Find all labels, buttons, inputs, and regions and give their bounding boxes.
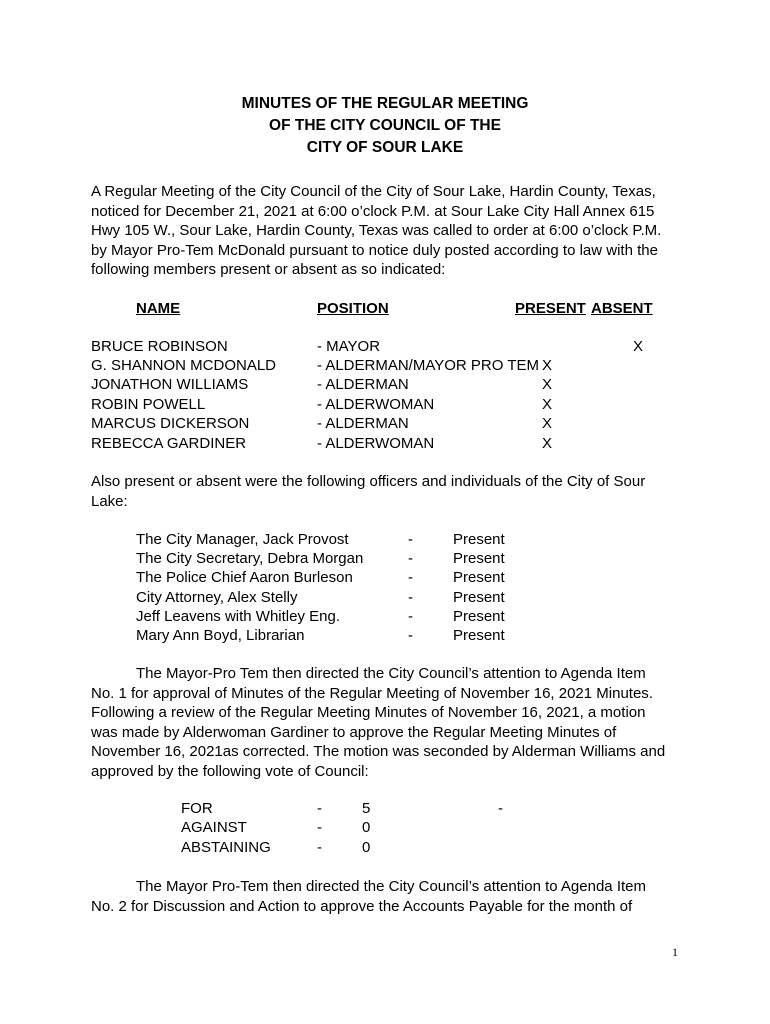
agenda-item-1-paragraph (91, 664, 691, 781)
paragraph-line: following members present or absent as so indicated: (91, 261, 446, 278)
member-position: - ALDERWOMAN (317, 435, 435, 452)
paragraph-line: Following a review of the Regular Meeting Minutes of November 16, 2021, a motion (91, 704, 646, 721)
member-position: - MAYOR (317, 338, 381, 355)
member-present: X (542, 357, 553, 374)
officer-status: Present (453, 550, 505, 567)
officer-status: Present (453, 569, 505, 586)
member-name: REBECCA GARDINER (91, 435, 247, 452)
officer-status: Present (453, 531, 505, 548)
vote-dash: - (317, 839, 322, 856)
vote-label: FOR (181, 800, 213, 817)
document-title (0, 93, 770, 159)
column-header-name: NAME (136, 300, 181, 317)
member-name: G. SHANNON MCDONALD (91, 357, 277, 374)
member-absent: X (633, 338, 644, 355)
member-name: MARCUS DICKERSON (91, 415, 250, 432)
officer-name: The City Secretary, Debra Morgan (136, 550, 364, 567)
vote-count: 5 (362, 800, 371, 817)
officer-dash: - (408, 569, 413, 586)
vote-dash: - (317, 800, 322, 817)
paragraph-line: was made by Alderwoman Gardiner to approve the Regular Meeting Minutes of (91, 723, 617, 741)
member-present: X (542, 435, 553, 452)
paragraph-line: The Mayor Pro-Tem then directed the City Council’s attention to Agenda Item (136, 878, 646, 895)
member-name: BRUCE ROBINSON (91, 338, 228, 355)
member-position: - ALDERWOMAN (317, 396, 435, 413)
officer-status: Present (453, 627, 505, 644)
officer-name: City Attorney, Alex Stelly (136, 589, 298, 606)
paragraph-line: noticed for December 21, 2021 at 6:00 o’clock P.M. at Sour Lake City Hall Annex 615 (91, 202, 655, 220)
page-number: 1 (672, 945, 678, 959)
officer-name: Mary Ann Boyd, Librarian (136, 627, 305, 644)
vote-label: ABSTAINING (181, 839, 271, 856)
paragraph-line: November 16, 2021as corrected. The motion was seconded by Alderman Williams and (91, 743, 666, 760)
officer-name: Jeff Leavens with Whitley Eng. (136, 608, 340, 625)
officer-status: Present (453, 589, 505, 606)
intro-paragraph (91, 182, 691, 280)
member-name: JONATHON WILLIAMS (91, 376, 249, 393)
vote-label: AGAINST (181, 819, 247, 836)
member-present: X (542, 415, 553, 432)
member-present: X (542, 376, 553, 393)
member-position: - ALDERMAN/MAYOR PRO TEM (317, 357, 539, 374)
title-line: OF THE CITY COUNCIL OF THE (269, 117, 501, 134)
column-header-position: POSITION (317, 300, 389, 317)
paragraph-line: A Regular Meeting of the City Council of the City of Sour Lake, Hardin County, Texas, (91, 183, 656, 200)
column-header-present: PRESENT (515, 300, 586, 317)
officer-name: The Police Chief Aaron Burleson (136, 569, 353, 586)
vote-count: 0 (362, 839, 371, 856)
member-name: ROBIN POWELL (91, 396, 206, 413)
column-header-absent: ABSENT (591, 300, 653, 317)
vote-count: 0 (362, 819, 371, 836)
paragraph-line: No. 1 for approval of Minutes of the Regular Meeting of November 16, 2021 Minutes. (91, 684, 653, 702)
title-line: CITY OF SOUR LAKE (306, 139, 464, 156)
paragraph-line: Hwy 105 W., Sour Lake, Hardin County, Texas was called to order at 6:00 o’clock P.M. (91, 222, 662, 239)
vote-extra: - (498, 800, 503, 817)
paragraph-line: The Mayor-Pro Tem then directed the City Council’s attention to Agenda Item (136, 665, 646, 682)
officer-status: Present (453, 608, 505, 625)
agenda-item-2-paragraph (91, 877, 691, 916)
officer-dash: - (408, 531, 413, 548)
officers-intro-paragraph (91, 472, 691, 511)
paragraph-line: by Mayor Pro-Tem McDonald pursuant to notice duly posted according to law with the (91, 241, 658, 259)
officer-dash: - (408, 550, 413, 567)
paragraph-line: No. 2 for Discussion and Action to approve the Accounts Payable for the month of (91, 897, 633, 915)
paragraph-line: Lake: (91, 492, 128, 510)
officer-name: The City Manager, Jack Provost (136, 531, 349, 548)
member-position: - ALDERMAN (317, 415, 409, 432)
member-position: - ALDERMAN (317, 376, 409, 393)
title-line: MINUTES OF THE REGULAR MEETING (241, 95, 529, 112)
officer-dash: - (408, 608, 413, 625)
officer-dash: - (408, 589, 413, 606)
paragraph-line: Also present or absent were the following officers and individuals of the City of Sour (91, 473, 646, 490)
officer-dash: - (408, 627, 413, 644)
member-present: X (542, 396, 553, 413)
vote-dash: - (317, 819, 322, 836)
paragraph-line: approved by the following vote of Council: (91, 762, 369, 780)
